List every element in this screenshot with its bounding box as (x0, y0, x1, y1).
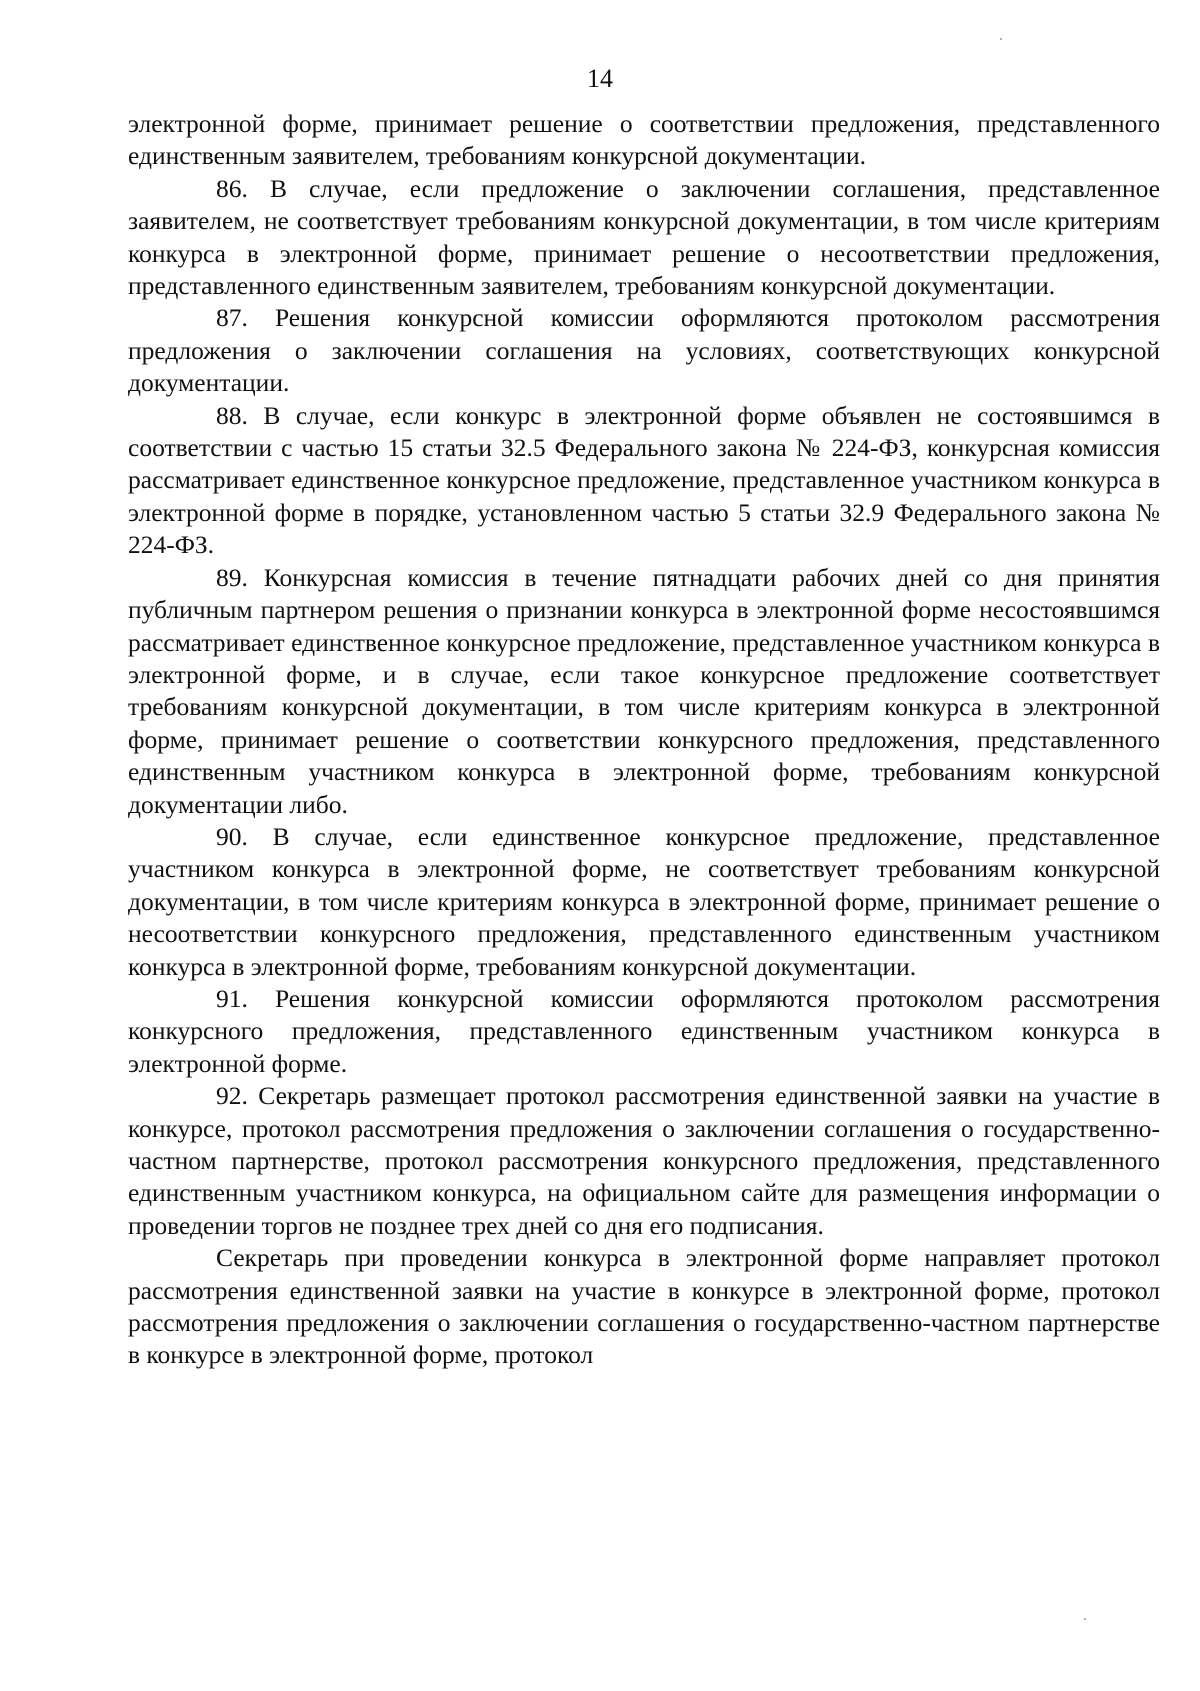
paragraph-91: 91. Решения конкурсной комиссии оформляются протоколом рассмотрения конкурсного предложения, представленного единственным участником конкурса в электронной форме. (128, 983, 1160, 1078)
paragraph-89: 89. Конкурсная комиссия в течение пятнадцати рабочих дней со дня принятия публичным партнером решения о признании конкурса в электронной форме несостоявшимся рассматривает единственное конкурсное предложение, представленное участником конкурса в электронной форме, и в случае, если такое конкурсное предложение соответствует требованиям конкурсной документации, в том числе критериям конкурса в электронной форме, принимает решение о соответствии конкурсного предложения, представленного единственным участником конкурса в электронной форме, требованиям конкурсной документации либо. (128, 562, 1160, 819)
paragraph-87: 87. Решения конкурсной комиссии оформляются протоколом рассмотрения предложения о заключении соглашения на условиях, соответствующих конкурсной документации. (128, 303, 1160, 398)
scan-speck (1084, 1618, 1086, 1620)
paragraph-continuation: электронной форме, принимает решение о соответствии предложения, представленного единственным заявителем, требованиям конкурсной документации. (128, 109, 1160, 171)
paragraph-90: 90. В случае, если единственное конкурсное предложение, представленное участником конкурса в электронной форме, не соответствует требованиям конкурсной документации, в том числе критериям конкурса в электронной форме, принимает решение о несоответствии конкурсного предложения, представленного единственным участником конкурса в электронной форме, требованиям конкурсной документации. (128, 821, 1160, 981)
paragraph-92: 92. Секретарь размещает протокол рассмотрения единственной заявки на участие в конкурсе, протокол рассмотрения предложения о заключении соглашения о государственно-частном партнерстве, протокол рассмотрения конкурсного предложения, представленного единственным участником конкурса, на официальном сайте для размещения информации о проведении торгов не позднее трех дней со дня его подписания. (128, 1081, 1160, 1240)
document-body (128, 108, 1160, 1372)
paragraph-88: 88. В случае, если конкурс в электронной форме объявлен не состоявшимся в соответствии с частью 15 статьи 32.5 Федерального закона № 224-ФЗ, конкурсная комиссия рассматривает единственное конкурсное предложение, представленное участником конкурса в электронной форме в порядке, установленном частью 5 статьи 32.9 Федерального закона № 224-ФЗ. (128, 400, 1160, 560)
scan-speck (1000, 38, 1002, 40)
paragraph-secretary: Секретарь при проведении конкурса в электронной форме направляет протокол рассмотрения единственной заявки на участие в конкурсе в электронной форме, протокол рассмотрения предложения о заключении соглашения о государственно-частном партнерстве в конкурсе в электронной форме, протокол (128, 1243, 1160, 1370)
paragraph-86: 86. В случае, если предложение о заключении соглашения, представленное заявителем, не соответствует требованиям конкурсной документации, в том числе критериям конкурса в электронной форме, принимает решение о несоответствии предложения, представленного единственным заявителем, требованиям конкурсной документации. (128, 173, 1160, 301)
page-number: 14 (587, 64, 613, 93)
